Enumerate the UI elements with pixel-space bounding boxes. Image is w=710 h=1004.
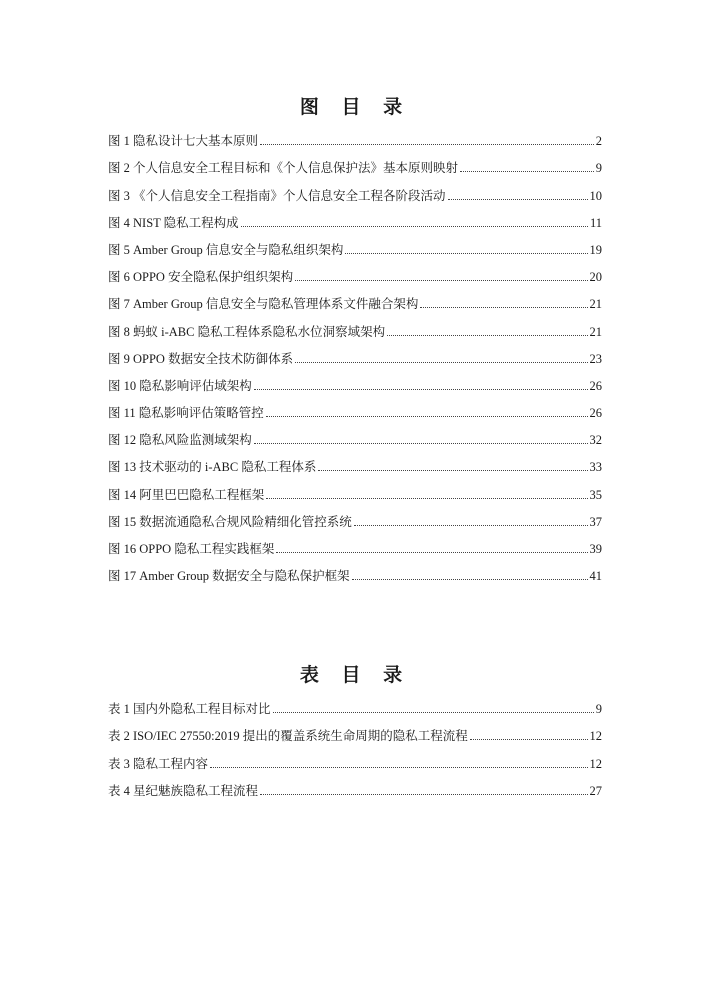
dot-leader (448, 199, 588, 200)
entry-label: 图 9 OPPO 数据安全技术防御体系 (108, 351, 294, 366)
entry-label: 图 4 NIST 隐私工程构成 (108, 215, 239, 230)
table-entry[interactable] (108, 717, 602, 744)
entry-label: 图 3 《个人信息安全工程指南》个人信息安全工程各阶段活动 (108, 188, 446, 203)
dot-leader (318, 470, 587, 471)
dot-leader (352, 579, 588, 580)
table-list-title: 表 目 录 (299, 664, 411, 686)
entry-page-number: 10 (589, 188, 602, 203)
entry-label: 表 2 ISO/IEC 27550:2019 提出的覆盖系统生命周期的隐私工程流程 (108, 729, 468, 744)
dot-leader (241, 226, 588, 227)
table-entry[interactable] (108, 772, 602, 799)
figure-entry[interactable] (108, 258, 602, 285)
entry-label: 图 14 阿里巴巴隐私工程框架 (108, 487, 265, 502)
entry-label: 图 1 隐私设计七大基本原则 (108, 134, 259, 149)
entry-label: 图 16 OPPO 隐私工程实践框架 (108, 542, 275, 556)
entry-page-number: 26 (589, 378, 602, 393)
entry-label: 图 8 蚂蚁 i-ABC 隐私工程体系隐私水位洞察域架构 (108, 324, 386, 339)
figure-entry[interactable] (108, 176, 602, 203)
figure-entry[interactable] (108, 231, 602, 258)
entry-page-number: 12 (589, 756, 602, 771)
figure-entry[interactable] (108, 204, 602, 231)
entry-label: 表 1 国内外隐私工程目标对比 (108, 702, 271, 717)
entry-label: 图 6 OPPO 安全隐私保护组织架构 (108, 270, 294, 285)
dot-leader (273, 712, 594, 713)
entry-page-number: 33 (589, 460, 602, 475)
entry-label: 图 7 Amber Group 信息安全与隐私管理体系文件融合架构 (108, 297, 419, 312)
entry-page-number: 9 (595, 161, 602, 176)
entry-label: 图 17 Amber Group 数据安全与隐私保护框架 (108, 569, 350, 584)
entry-page-number: 21 (589, 324, 602, 339)
dot-leader (295, 362, 587, 363)
table-list (108, 690, 602, 799)
entry-page-number: 20 (589, 270, 602, 285)
figure-entry[interactable] (108, 421, 602, 448)
figure-entry[interactable] (108, 149, 602, 176)
dot-leader (266, 416, 588, 417)
dot-leader (260, 144, 594, 145)
dot-leader (260, 794, 587, 795)
entry-page-number: 35 (589, 487, 602, 502)
entry-label: 图 5 Amber Group 信息安全与隐私组织架构 (108, 242, 344, 257)
dot-leader (266, 498, 587, 499)
dot-leader (460, 171, 594, 172)
entry-page-number: 2 (595, 134, 602, 149)
entry-page-number: 19 (589, 242, 602, 257)
entry-label: 图 10 隐私影响评估域架构 (108, 378, 252, 393)
table-entry[interactable] (108, 744, 602, 771)
dot-leader (345, 253, 587, 254)
figure-entry[interactable] (108, 312, 602, 339)
dot-leader (470, 739, 588, 740)
dot-leader (276, 552, 587, 553)
entry-label: 表 4 星纪魅族隐私工程流程 (108, 783, 259, 798)
entry-page-number: 12 (589, 729, 602, 744)
figure-entry[interactable] (108, 530, 602, 557)
entry-label: 表 3 隐私工程内容 (108, 756, 209, 771)
dot-leader (254, 443, 588, 444)
entry-page-number: 39 (589, 542, 602, 556)
figure-entry[interactable] (108, 475, 602, 502)
entry-label: 图 15 数据流通隐私合规风险精细化管控系统 (108, 514, 352, 529)
entry-page-number: 9 (595, 702, 602, 717)
entry-page-number: 26 (589, 406, 602, 421)
entry-page-number: 11 (589, 215, 602, 230)
entry-page-number: 27 (589, 783, 602, 798)
dot-leader (210, 767, 587, 768)
figure-entry[interactable] (108, 557, 602, 584)
dot-leader (387, 335, 587, 336)
entry-label: 图 13 技术驱动的 i-ABC 隐私工程体系 (108, 460, 317, 475)
figure-entry[interactable] (108, 285, 602, 312)
dot-leader (254, 389, 588, 390)
figure-list (108, 122, 602, 584)
figure-entry[interactable] (108, 448, 602, 475)
figure-entry[interactable] (108, 122, 602, 149)
dot-leader (420, 307, 587, 308)
entry-page-number: 32 (589, 433, 602, 448)
entry-label: 图 12 隐私风险监测域架构 (108, 433, 252, 448)
dot-leader (295, 280, 587, 281)
figure-entry[interactable] (108, 340, 602, 367)
figure-entry[interactable] (108, 367, 602, 394)
entry-page-number: 23 (589, 351, 602, 366)
entry-page-number: 41 (589, 569, 602, 584)
dot-leader (354, 525, 588, 526)
figure-list-title: 图 目 录 (299, 96, 411, 118)
entry-label: 图 2 个人信息安全工程目标和《个人信息保护法》基本原则映射 (108, 161, 459, 176)
entry-page-number: 21 (589, 297, 602, 312)
figure-entry[interactable] (108, 394, 602, 421)
entry-page-number: 37 (589, 514, 602, 529)
entry-label: 图 11 隐私影响评估策略管控 (108, 406, 264, 421)
table-entry[interactable] (108, 690, 602, 717)
figure-entry[interactable] (108, 503, 602, 530)
